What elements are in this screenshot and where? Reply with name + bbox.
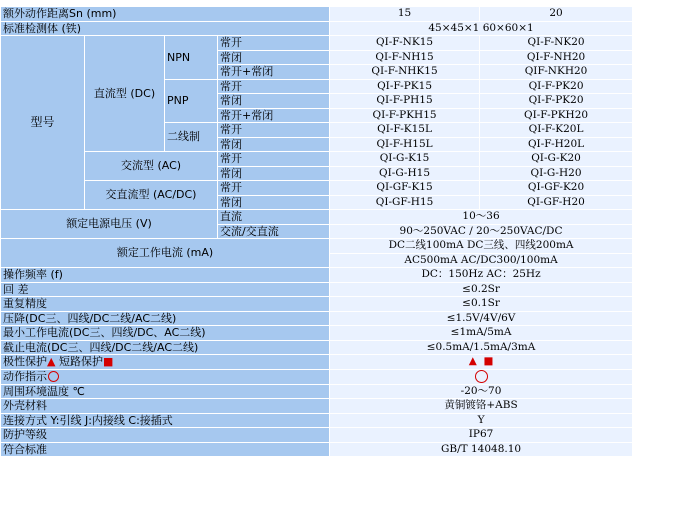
hyst-label: 回 差 <box>1 282 330 297</box>
model-cell: QI-F-PK15 <box>330 79 480 94</box>
voltage-acdc-label: 交流/交直流 <box>218 224 330 239</box>
table-row <box>1 268 633 283</box>
distance-20: 20 <box>480 7 633 22</box>
distance-15: 15 <box>330 7 480 22</box>
model-cell: QI-F-NHK15 <box>330 65 480 80</box>
voltage-dc-label: 直流 <box>218 210 330 225</box>
offcur-value: ≤0.5mA/1.5mA/3mA <box>330 340 633 355</box>
table-row <box>1 340 633 355</box>
contact-nc: 常闭 <box>218 137 330 152</box>
model-cell: QI-G-H15 <box>330 166 480 181</box>
ac-label: 交流型 (AC) <box>85 152 218 181</box>
model-cell: QI-F-PK20 <box>480 94 633 109</box>
short-circuit-label: 短路保护 <box>58 355 103 368</box>
square-icon: ■ <box>483 355 494 367</box>
contact-nc: 常闭 <box>218 195 330 210</box>
model-cell: QI-GF-K15 <box>330 181 480 196</box>
std-value: GB/T 14048.10 <box>330 442 633 457</box>
current-value-2: AC500mA AC/DC300/100mA <box>330 253 633 268</box>
table-row <box>1 21 633 36</box>
table-row <box>1 355 633 370</box>
model-cell: QI-F-PKH15 <box>330 108 480 123</box>
spec-table <box>0 6 633 457</box>
table-row <box>1 181 633 196</box>
table-row <box>1 152 633 167</box>
model-cell: QI-F-K20L <box>480 123 633 138</box>
table-row <box>1 297 633 312</box>
model-cell: QI-F-PH15 <box>330 94 480 109</box>
model-cell: QI-F-H20L <box>480 137 633 152</box>
mincur-label: 最小工作电流(DC三、四线/DC、AC二线) <box>1 326 330 341</box>
model-cell: QI-F-NK15 <box>330 36 480 51</box>
contact-no: 常开 <box>218 36 330 51</box>
conn-label: 连接方式 Y:引线 J:内接线 C:接插式 <box>1 413 330 428</box>
model-cell: QI-G-K15 <box>330 152 480 167</box>
polarity-label: 极性保护 <box>3 355 47 368</box>
model-cell: QI-F-NH15 <box>330 50 480 65</box>
contact-no: 常开 <box>218 123 330 138</box>
shell-value: 黄铜镀铬+ABS <box>330 399 633 414</box>
contact-no: 常开 <box>218 181 330 196</box>
freq-label: 操作频率 (f) <box>1 268 330 283</box>
contact-nonc: 常开+常闭 <box>218 65 330 80</box>
model-cell: QI-GF-H20 <box>480 195 633 210</box>
triangle-icon: ▲ <box>47 355 56 368</box>
protect-label <box>1 355 330 370</box>
indicator-ring-icon <box>48 371 59 382</box>
contact-nonc: 常开+常闭 <box>218 108 330 123</box>
indicator-value <box>330 369 633 384</box>
voltage-acdc-value: 90～250VAC / 20～250VAC/DC <box>330 224 633 239</box>
table-row <box>1 239 633 254</box>
table-row <box>1 384 633 399</box>
temp-value: -20～70 <box>330 384 633 399</box>
model-cell: QI-G-K20 <box>480 152 633 167</box>
drop-label: 压降(DC三、四线/DC二线/AC二线) <box>1 311 330 326</box>
repeat-value: ≤0.1Sr <box>330 297 633 312</box>
twowire-label: 二线制 <box>165 123 218 152</box>
repeat-label: 重复精度 <box>1 297 330 312</box>
table-row <box>1 442 633 457</box>
dc-label: 直流型 (DC) <box>85 36 165 152</box>
model-label: 型号 <box>1 36 85 210</box>
standard-label: 标准检测体 (铁) <box>1 21 330 36</box>
protect-value <box>330 355 633 370</box>
offcur-label: 截止电流(DC三、四线/DC二线/AC二线) <box>1 340 330 355</box>
triangle-icon: ▲ <box>468 355 477 367</box>
table-row <box>1 282 633 297</box>
indicator-label: 动作指示 <box>1 369 330 384</box>
square-icon: ■ <box>102 355 114 368</box>
table-row <box>1 399 633 414</box>
pnp-label: PNP <box>165 79 218 123</box>
acdc-label: 交直流型 (AC/DC) <box>85 181 218 210</box>
voltage-label: 额定电源电压 (V) <box>1 210 218 239</box>
table-row <box>1 413 633 428</box>
table-row <box>1 36 633 51</box>
model-cell: QI-F-K15L <box>330 123 480 138</box>
std-label: 符合标准 <box>1 442 330 457</box>
model-cell: QI-F-NK20 <box>480 36 633 51</box>
model-cell: QIF-NKH20 <box>480 65 633 80</box>
voltage-dc-value: 10～36 <box>330 210 633 225</box>
table-row <box>1 7 633 22</box>
npn-label: NPN <box>165 36 218 80</box>
contact-no: 常开 <box>218 152 330 167</box>
hyst-value: ≤0.2Sr <box>330 282 633 297</box>
indicator-ring-icon <box>475 370 488 383</box>
mincur-value: ≤1mA/5mA <box>330 326 633 341</box>
distance-label: 额外动作距离Sn (mm) <box>1 7 330 22</box>
model-cell: QI-F-PKH20 <box>480 108 633 123</box>
model-cell: QI-F-PK20 <box>480 79 633 94</box>
contact-no: 常开 <box>218 79 330 94</box>
conn-value: Y <box>330 413 633 428</box>
ip-label: 防护等级 <box>1 428 330 443</box>
table-row <box>1 210 633 225</box>
model-cell: QI-GF-K20 <box>480 181 633 196</box>
current-value-1: DC二线100mA DC三线、四线200mA <box>330 239 633 254</box>
model-cell: QI-GF-H15 <box>330 195 480 210</box>
model-cell: QI-F-NH20 <box>480 50 633 65</box>
table-row <box>1 311 633 326</box>
model-cell: QI-G-H20 <box>480 166 633 181</box>
table-row <box>1 428 633 443</box>
contact-nc: 常闭 <box>218 166 330 181</box>
standard-value: 45×45×1 60×60×1 <box>330 21 633 36</box>
table-row <box>1 326 633 341</box>
drop-value: ≤1.5V/4V/6V <box>330 311 633 326</box>
temp-label: 周围环境温度 ℃ <box>1 384 330 399</box>
ip-value: IP67 <box>330 428 633 443</box>
model-cell: QI-F-H15L <box>330 137 480 152</box>
table-row <box>1 369 633 384</box>
shell-label: 外壳材料 <box>1 399 330 414</box>
freq-value: DC：150Hz AC：25Hz <box>330 268 633 283</box>
contact-nc: 常闭 <box>218 50 330 65</box>
contact-nc: 常闭 <box>218 94 330 109</box>
current-label: 额定工作电流 (mA) <box>1 239 330 268</box>
